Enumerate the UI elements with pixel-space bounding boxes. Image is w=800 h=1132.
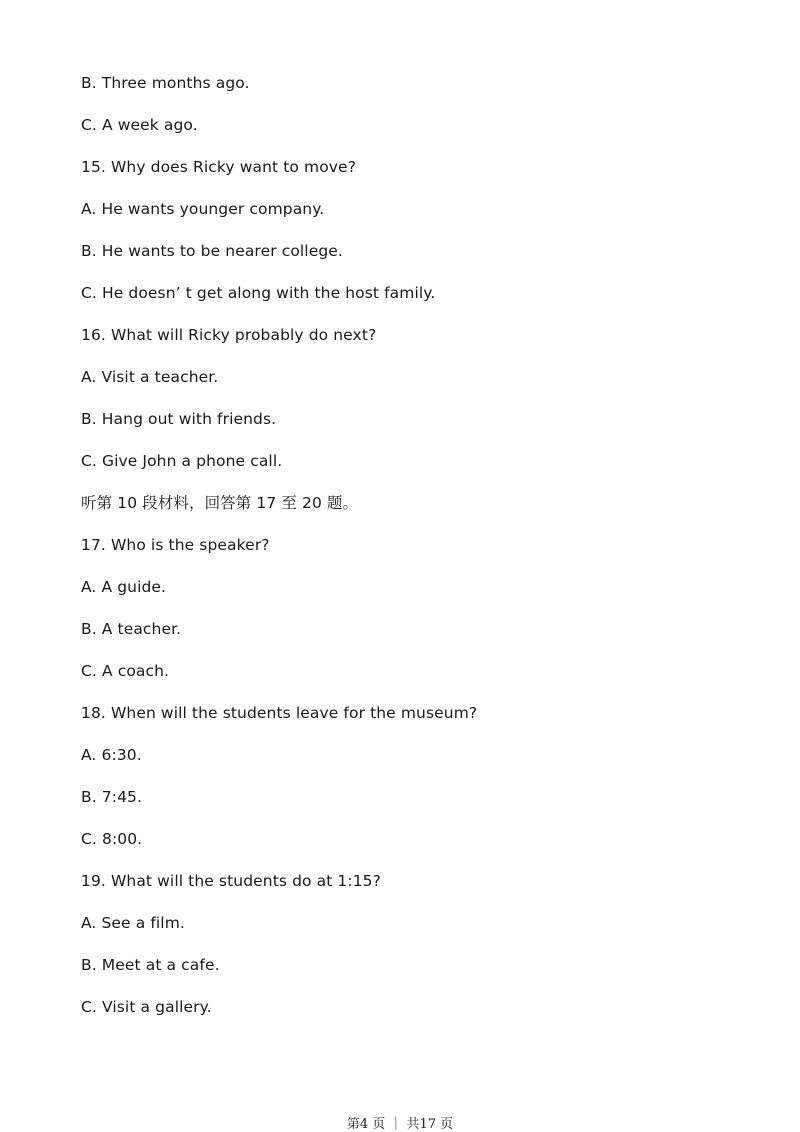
option-17a: A. A guide. xyxy=(81,578,167,596)
page-footer: 第4 页 ｜ 共17 页 xyxy=(346,1117,454,1132)
section-instruction: 听第 10 段材料，回答第 17 至 20 题。 xyxy=(81,494,359,512)
question-19: 19. What will the students do at 1:15? xyxy=(81,872,381,890)
option-15b: B. He wants to be nearer college. xyxy=(81,242,343,260)
option-17b: B. A teacher. xyxy=(81,620,182,638)
option-14b: B. Three months ago. xyxy=(81,74,250,92)
option-19c: C. Visit a gallery. xyxy=(81,998,212,1016)
option-15c: C. He doesn’ t get along with the host family. xyxy=(81,284,436,302)
option-17c: C. A coach. xyxy=(81,662,170,680)
option-18b: B. 7:45. xyxy=(81,788,143,806)
option-15a: A. He wants younger company. xyxy=(81,200,325,218)
question-17: 17. Who is the speaker? xyxy=(81,536,270,554)
question-list xyxy=(81,71,761,1037)
option-18c: C. 8:00. xyxy=(81,830,143,848)
option-16a: A. Visit a teacher. xyxy=(81,368,219,386)
option-16c: C. Give John a phone call. xyxy=(81,452,283,470)
option-16b: B. Hang out with friends. xyxy=(81,410,277,428)
question-18: 18. When will the students leave for the museum? xyxy=(81,704,478,722)
question-16: 16. What will Ricky probably do next? xyxy=(81,326,377,344)
option-14c: C. A week ago. xyxy=(81,116,198,134)
option-18a: A. 6:30. xyxy=(81,746,142,764)
option-19a: A. See a film. xyxy=(81,914,185,932)
question-15: 15. Why does Ricky want to move? xyxy=(81,158,357,176)
option-19b: B. Meet at a cafe. xyxy=(81,956,220,974)
